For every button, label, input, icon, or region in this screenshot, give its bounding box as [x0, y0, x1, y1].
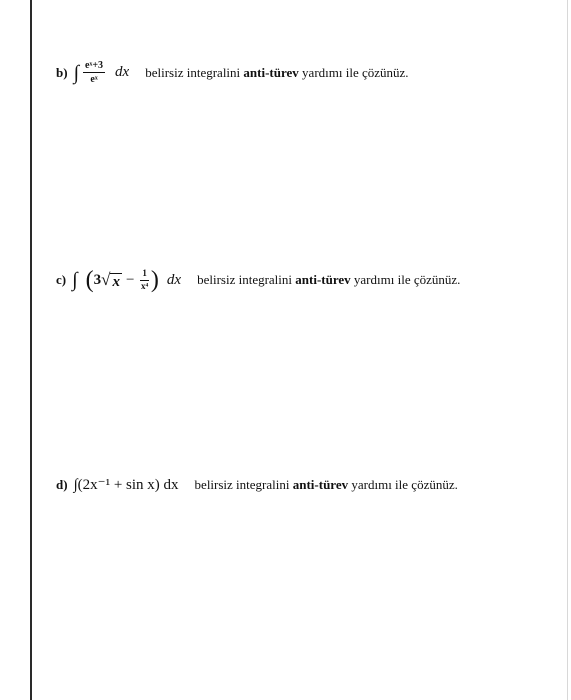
problem-c-instruction	[197, 272, 460, 288]
instruction-text-end: yardımı ile çözünüz.	[298, 64, 409, 80]
right-page-edge	[567, 0, 568, 700]
problem-b	[56, 60, 409, 85]
problem-b-expression	[74, 60, 130, 85]
problem-c-expression	[72, 268, 181, 292]
instruction-text-end: yardımı ile çözünüz.	[350, 272, 461, 287]
problem-d-expression: ∫(2x⁻¹ + sin x) dx	[73, 477, 179, 493]
fraction	[140, 269, 149, 292]
fraction	[83, 60, 105, 85]
instruction-text-end: yardımı ile çözünüz.	[348, 476, 458, 492]
differential: dx	[166, 271, 182, 288]
open-paren: (	[85, 267, 94, 293]
problem-d-instruction	[195, 477, 458, 493]
problem-b-label: b)	[56, 64, 68, 80]
instruction-text: belirsiz integralini	[197, 272, 296, 287]
left-margin-rule	[30, 0, 32, 700]
instruction-bold-term: anti-türev	[292, 476, 349, 492]
problem-b-instruction	[145, 65, 408, 81]
radicand: x	[112, 273, 120, 290]
coefficient: 3	[93, 271, 102, 288]
problem-c-label: c)	[56, 272, 67, 287]
fraction-numerator: eˣ+3	[85, 60, 104, 71]
instruction-bold-term: anti-türev	[243, 64, 299, 80]
instruction-text: belirsiz integralini	[194, 476, 293, 492]
problem-d	[56, 475, 458, 494]
instruction-bold-term: anti-türev	[295, 272, 351, 287]
minus-sign: −	[125, 271, 135, 288]
square-root	[101, 270, 122, 290]
integral-sign: ∫	[73, 61, 80, 84]
differential: dx	[115, 64, 130, 80]
radical-sign: √	[101, 270, 111, 289]
fraction-numerator: 1	[140, 269, 149, 281]
problem-c	[56, 268, 460, 292]
instruction-text: belirsiz integralini	[145, 64, 244, 80]
integral-sign: ∫	[72, 269, 78, 291]
close-paren: )	[150, 267, 159, 293]
fraction-denominator: x⁴	[141, 280, 149, 291]
problem-d-label: d)	[56, 476, 68, 492]
fraction-denominator: eˣ	[90, 74, 98, 85]
